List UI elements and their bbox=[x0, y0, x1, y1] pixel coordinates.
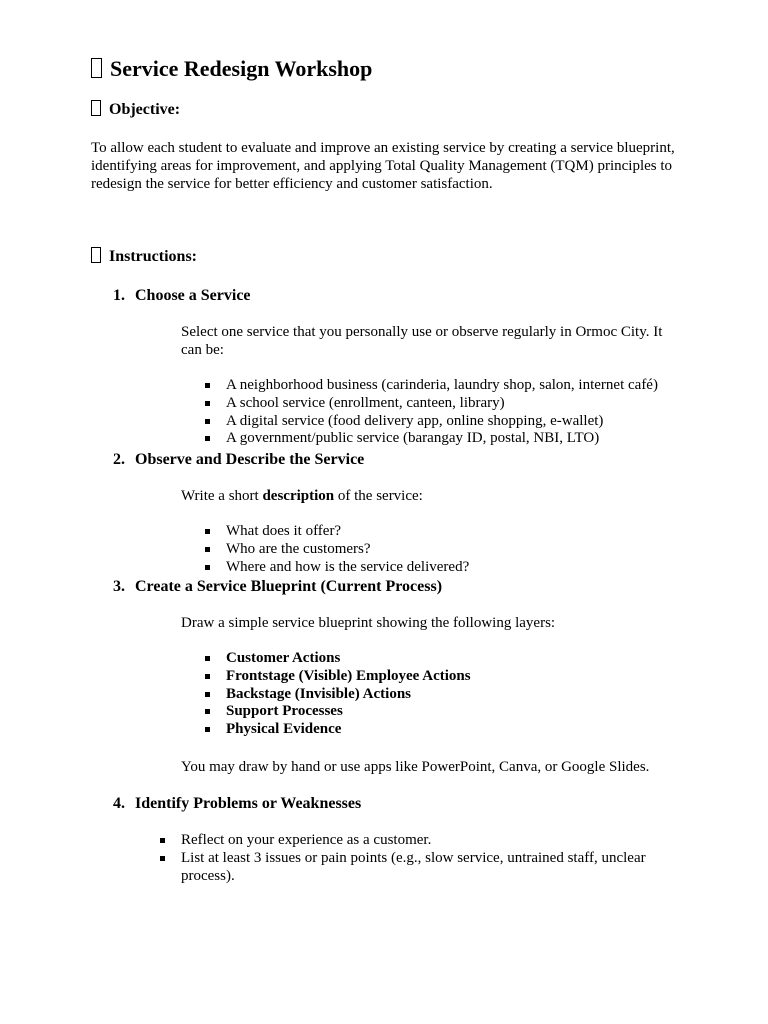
objective-heading-text: Objective: bbox=[109, 101, 181, 118]
list-item: Where and how is the service delivered? bbox=[226, 559, 696, 577]
list-item: Support Processes bbox=[226, 703, 696, 721]
list-item: Frontstage (Visible) Employee Actions bbox=[226, 668, 696, 686]
step-2-list bbox=[226, 523, 696, 576]
missing-glyph-icon bbox=[91, 100, 101, 116]
intro-bold-text: description bbox=[262, 488, 335, 504]
list-item: A school service (enrollment, canteen, library) bbox=[226, 395, 696, 413]
list-item: Reflect on your experience as a customer. bbox=[181, 832, 661, 850]
step-2-intro bbox=[181, 487, 671, 505]
step-4-title bbox=[113, 794, 361, 814]
objective-text: To allow each student to evaluate and improve an existing service by creating a service blueprint, identifying areas for improvement, and applying Total Quality Management (TQM) principles to redesign the service for better efficiency and customer satisfaction. bbox=[91, 140, 675, 192]
list-item: List at least 3 issues or pain points (e.g., slow service, untrained staff, unclear process). bbox=[181, 850, 661, 886]
page-title bbox=[91, 56, 372, 82]
instructions-heading bbox=[91, 247, 197, 267]
missing-glyph-icon bbox=[91, 247, 101, 263]
list-item: A neighborhood business (carinderia, laundry shop, salon, internet café) bbox=[226, 377, 696, 395]
step-4-list bbox=[181, 832, 661, 885]
step-number: 2. bbox=[113, 451, 125, 468]
list-item: What does it offer? bbox=[226, 523, 696, 541]
step-1-title bbox=[113, 286, 251, 306]
step-1-list bbox=[226, 377, 696, 448]
step-3-intro: Draw a simple service blueprint showing the following layers: bbox=[181, 615, 556, 631]
list-item: Customer Actions bbox=[226, 650, 696, 668]
intro-text: of the service: bbox=[337, 488, 423, 504]
step-3-list bbox=[226, 650, 696, 739]
step-title-text: Identify Problems or Weaknesses bbox=[135, 795, 362, 812]
list-item: A government/public service (barangay ID, postal, NBI, LTO) bbox=[226, 430, 696, 448]
missing-glyph-icon bbox=[91, 58, 102, 78]
step-number: 1. bbox=[113, 287, 125, 304]
step-3-title bbox=[113, 577, 442, 597]
step-title-text: Choose a Service bbox=[135, 287, 251, 304]
list-item: Physical Evidence bbox=[226, 721, 696, 739]
objective-heading bbox=[91, 100, 180, 120]
list-item: A digital service (food delivery app, online shopping, e-wallet) bbox=[226, 413, 696, 431]
instructions-heading-text: Instructions: bbox=[109, 248, 198, 265]
step-2-title bbox=[113, 450, 364, 470]
step-3-note: You may draw by hand or use apps like PowerPoint, Canva, or Google Slides. bbox=[181, 759, 650, 775]
step-title-text: Observe and Describe the Service bbox=[135, 451, 365, 468]
page-title-text: Service Redesign Workshop bbox=[110, 56, 373, 81]
step-number: 3. bbox=[113, 578, 125, 595]
intro-text: Write a short bbox=[181, 488, 259, 504]
list-item: Backstage (Invisible) Actions bbox=[226, 686, 696, 704]
step-title-text: Create a Service Blueprint (Current Process) bbox=[135, 578, 443, 595]
list-item: Who are the customers? bbox=[226, 541, 696, 559]
step-1-intro: Select one service that you personally use or observe regularly in Ormoc City. It can be: bbox=[181, 324, 663, 358]
step-number: 4. bbox=[113, 795, 125, 812]
